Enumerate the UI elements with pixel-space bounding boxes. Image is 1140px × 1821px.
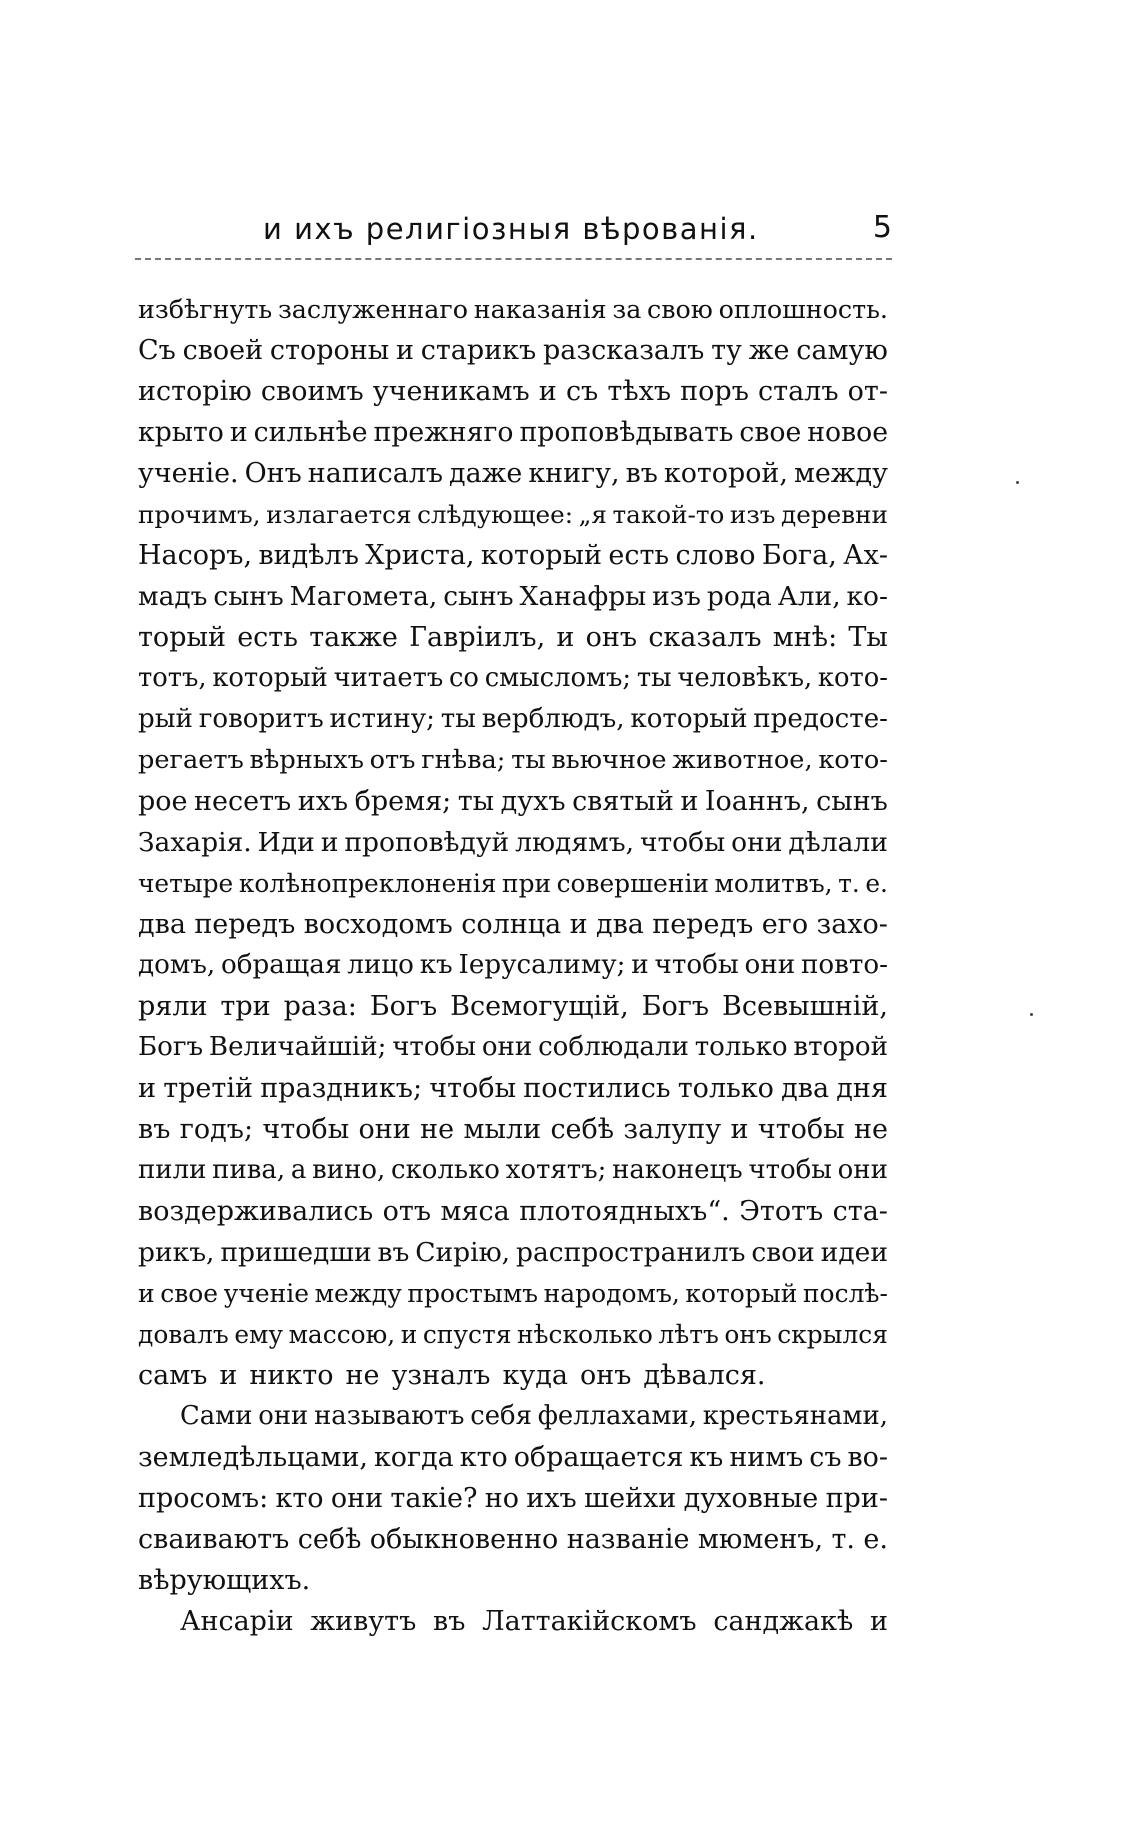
word: а xyxy=(290,1155,307,1185)
word: домъ, xyxy=(138,950,216,980)
word: от- xyxy=(847,376,888,407)
word: дня xyxy=(836,1073,888,1104)
word: они xyxy=(837,1155,888,1185)
word: т. xyxy=(838,869,860,898)
word: Сирію, xyxy=(415,1237,511,1268)
word: человѣкъ, xyxy=(677,663,813,693)
word: есть xyxy=(237,622,298,653)
text-line xyxy=(138,1560,888,1601)
word: и xyxy=(569,909,588,940)
word: кто xyxy=(275,1483,324,1514)
word: пришедши xyxy=(220,1237,372,1268)
word: они xyxy=(731,827,783,858)
word: третій xyxy=(163,1073,253,1104)
word: послѣ- xyxy=(802,1279,888,1308)
word: рый xyxy=(138,704,193,734)
word: который xyxy=(480,540,602,571)
word: только xyxy=(694,1032,788,1062)
word: кто xyxy=(459,1442,508,1473)
word: и xyxy=(869,1606,888,1637)
word: такой-то xyxy=(612,500,725,529)
text-line xyxy=(138,699,888,740)
word: который xyxy=(212,663,328,693)
word: названіе xyxy=(566,1524,690,1555)
word: новое xyxy=(807,417,888,448)
word: они xyxy=(481,1032,533,1062)
text-line xyxy=(138,822,888,863)
word: не xyxy=(345,1360,380,1391)
word: пили xyxy=(138,1155,207,1185)
text-line xyxy=(138,371,888,412)
word: пива, xyxy=(212,1155,286,1185)
word: за xyxy=(612,294,642,324)
word: дѣлали xyxy=(788,827,888,858)
word: нимъ xyxy=(729,1442,804,1473)
text-line xyxy=(138,1109,888,1150)
word: чтобы xyxy=(748,1155,832,1185)
word: поръ xyxy=(680,376,749,407)
word: залупу xyxy=(623,1114,722,1145)
word: узналъ xyxy=(391,1360,491,1391)
word: вѣрующихъ. xyxy=(138,1565,311,1596)
word: и xyxy=(631,950,649,980)
word: который xyxy=(685,1279,798,1308)
word: ту xyxy=(711,335,742,366)
word: колѣнопреклоненія xyxy=(238,869,497,898)
word: соблюдали xyxy=(538,1032,689,1062)
header-rule xyxy=(135,258,892,260)
word: сынъ xyxy=(213,581,284,612)
word: сказалъ xyxy=(648,622,762,653)
text-line xyxy=(138,740,888,781)
word: мюменъ, xyxy=(697,1524,824,1555)
word: санджакѣ xyxy=(713,1606,854,1637)
text-line xyxy=(138,289,888,330)
word: хотятъ; xyxy=(505,1155,607,1185)
word: самую xyxy=(796,335,888,366)
word: нѣсколько xyxy=(516,1320,653,1349)
word: даже xyxy=(449,458,523,489)
word: кото- xyxy=(817,663,888,693)
word: Ханафры xyxy=(519,581,647,612)
word: Съ xyxy=(138,335,176,366)
word: въ xyxy=(433,1606,466,1637)
word: вѣрныхъ xyxy=(249,745,364,775)
word: себя xyxy=(470,1401,532,1431)
word: вьючное xyxy=(551,745,667,775)
text-line xyxy=(138,1150,888,1191)
word: обращается xyxy=(513,1442,684,1473)
word: своимъ xyxy=(260,376,364,407)
word: мадъ xyxy=(138,581,208,612)
word: къ xyxy=(419,950,453,980)
word: которой, xyxy=(663,458,788,489)
word: въ xyxy=(377,1237,410,1268)
word: ста- xyxy=(832,1196,888,1227)
word: Христа, xyxy=(365,540,475,571)
word: онъ xyxy=(579,1360,632,1391)
word: два xyxy=(595,909,644,940)
word: Всевышній, xyxy=(722,991,888,1022)
word: четыре xyxy=(138,869,234,898)
word: такіе? xyxy=(390,1483,478,1514)
word: истину; xyxy=(329,704,435,734)
word: наконецъ xyxy=(612,1155,743,1185)
word: мыли xyxy=(463,1114,542,1145)
word: чтобы xyxy=(262,1114,350,1145)
word: Всемогущій, xyxy=(450,991,629,1022)
word: Іерусалиму; xyxy=(458,950,626,980)
word: избѣгнуть xyxy=(138,294,273,324)
word: тотъ, xyxy=(138,663,207,693)
word: никто xyxy=(249,1360,334,1391)
word: земледѣльцами, xyxy=(138,1442,368,1473)
word: ему xyxy=(234,1320,284,1349)
word: они xyxy=(358,1114,411,1145)
word: духъ xyxy=(500,786,566,817)
text-line xyxy=(138,986,888,1027)
word: читаетъ xyxy=(333,663,444,693)
word: они xyxy=(258,1401,309,1431)
word: передъ xyxy=(652,909,754,940)
word: т. xyxy=(831,1524,856,1555)
word: просомъ: xyxy=(138,1483,269,1514)
word: два xyxy=(781,1073,830,1104)
word: проповѣдуй xyxy=(344,827,510,858)
word: постились xyxy=(523,1073,671,1104)
word: предосте- xyxy=(753,704,888,734)
word: мнѣ: xyxy=(772,622,838,653)
word: три xyxy=(220,991,271,1022)
word: вино, xyxy=(312,1155,386,1185)
word: Ах- xyxy=(843,540,888,571)
word: при- xyxy=(825,1483,888,1514)
word: обыкновенно xyxy=(369,1524,559,1555)
page-header xyxy=(135,212,892,252)
text-line xyxy=(138,658,888,699)
word: рое xyxy=(138,786,188,817)
word: плотоядныхъ“. xyxy=(519,1196,730,1227)
word: сваиваютъ xyxy=(138,1524,290,1555)
print-speck xyxy=(1030,1013,1033,1016)
word: несетъ xyxy=(194,786,292,817)
word: спустя xyxy=(422,1320,512,1349)
word: смысломъ; xyxy=(484,663,632,693)
word: оплошность. xyxy=(718,294,888,324)
word: свое xyxy=(160,1279,219,1308)
word: захо- xyxy=(816,909,888,940)
text-line xyxy=(138,1273,888,1314)
word: со xyxy=(449,663,479,693)
word: и xyxy=(320,827,339,858)
word: воздерживались xyxy=(138,1196,374,1227)
word: ты xyxy=(440,704,476,734)
word: сколько xyxy=(391,1155,500,1185)
word: Иди xyxy=(257,827,315,858)
body-text xyxy=(138,289,888,1642)
word: шейхи xyxy=(583,1483,677,1514)
word: дѣвался. xyxy=(643,1360,766,1391)
word: ихъ xyxy=(297,786,349,817)
word: своей xyxy=(182,335,264,366)
word: видѣлъ xyxy=(258,540,359,571)
text-line xyxy=(138,1437,888,1478)
word: передъ xyxy=(194,909,296,940)
word: къ xyxy=(689,1442,724,1473)
word: и xyxy=(556,622,575,653)
word: ученіе xyxy=(223,1279,310,1308)
word: изъ xyxy=(729,500,776,529)
word: Латтакійскомъ xyxy=(482,1606,697,1637)
word: книгу, xyxy=(528,458,620,489)
text-line xyxy=(138,535,888,576)
word: съ xyxy=(809,1442,842,1473)
word: свое xyxy=(739,417,802,448)
text-line xyxy=(138,617,888,658)
text-line xyxy=(138,1232,888,1273)
word: идеи xyxy=(820,1237,888,1268)
word: Онъ xyxy=(244,458,302,489)
text-line xyxy=(138,1068,888,1109)
word: Захарія. xyxy=(138,827,252,858)
text-line xyxy=(138,576,888,617)
text-line xyxy=(138,330,888,371)
text-line xyxy=(138,1314,888,1355)
word: отъ xyxy=(382,1196,432,1227)
text-line xyxy=(138,1478,888,1519)
word: при xyxy=(502,869,552,898)
word: гнѣва; xyxy=(421,745,506,775)
word: и xyxy=(680,786,699,817)
word: лицо xyxy=(347,950,414,980)
word: они xyxy=(744,950,796,980)
word: свои xyxy=(751,1237,815,1268)
word: между xyxy=(793,458,888,489)
text-line xyxy=(138,1396,888,1437)
word: самъ xyxy=(138,1360,208,1391)
word: отъ xyxy=(369,745,416,775)
word: тѣхъ xyxy=(607,376,672,407)
word: рикъ, xyxy=(138,1237,215,1268)
word: второй xyxy=(793,1032,888,1062)
word: ко- xyxy=(846,581,888,612)
word: только xyxy=(677,1073,774,1104)
word: Этотъ xyxy=(739,1196,824,1227)
word: изъ xyxy=(652,581,701,612)
word: Сами xyxy=(180,1401,253,1431)
word: торый xyxy=(138,622,226,653)
word: живутъ xyxy=(310,1606,417,1637)
word: называютъ xyxy=(314,1401,465,1431)
word: сильнѣе xyxy=(253,417,368,448)
word: себѣ xyxy=(550,1114,615,1145)
word: праздникъ; xyxy=(260,1073,423,1104)
word: народомъ, xyxy=(543,1279,680,1308)
word: Насоръ, xyxy=(138,540,253,571)
text-line xyxy=(138,494,888,535)
word: Іоаннъ, xyxy=(704,786,810,817)
word: свою xyxy=(647,294,713,324)
word: феллахами, xyxy=(537,1401,697,1431)
text-line xyxy=(138,945,888,986)
word: и xyxy=(229,417,248,448)
word: во- xyxy=(847,1442,888,1473)
word: въ xyxy=(625,458,658,489)
word: чтобы xyxy=(429,1073,517,1104)
word: слѣдующее: xyxy=(417,500,574,529)
word: ты xyxy=(457,786,495,817)
word: ряли xyxy=(138,991,208,1022)
word: е. xyxy=(863,1524,888,1555)
running-title: и ихъ религіозныя вѣрованія. xyxy=(263,212,759,246)
word: и xyxy=(730,1114,749,1145)
word: прочимъ, xyxy=(138,500,261,529)
word: когда xyxy=(373,1442,454,1473)
word: ты xyxy=(636,663,672,693)
word: кото- xyxy=(818,745,888,775)
word: и xyxy=(400,1320,418,1349)
text-line xyxy=(138,1191,888,1232)
word: прежняго xyxy=(373,417,514,448)
word: молитвъ, xyxy=(714,869,833,898)
word: также xyxy=(309,622,398,653)
word: заслуженнаго xyxy=(277,294,468,324)
word: чтобы xyxy=(392,1032,477,1062)
word: бремя; xyxy=(354,786,452,817)
word: написалъ xyxy=(307,458,443,489)
word: верблюдъ, xyxy=(481,704,625,734)
word: но xyxy=(484,1483,519,1514)
word: чтобы xyxy=(757,1114,845,1145)
word: Величайшій; xyxy=(208,1032,387,1062)
word: деревни xyxy=(781,500,888,529)
word: онъ xyxy=(724,1320,772,1349)
word: говоритъ xyxy=(198,704,324,734)
word: сынъ xyxy=(816,786,888,817)
word: наказанія xyxy=(473,294,607,324)
word: Богъ xyxy=(369,991,438,1022)
word: солнца xyxy=(461,909,562,940)
word: и xyxy=(138,1073,156,1104)
word: годъ; xyxy=(179,1114,254,1145)
word: Али, xyxy=(777,581,841,612)
word: и xyxy=(396,335,414,366)
word: же xyxy=(748,335,790,366)
word: людямъ, xyxy=(515,827,634,858)
word: излагается xyxy=(266,500,412,529)
word: и xyxy=(138,1279,155,1308)
word: Богъ xyxy=(641,991,710,1022)
word: Ансаріи xyxy=(180,1606,294,1637)
word: простымъ xyxy=(407,1279,539,1308)
word: сынъ xyxy=(443,581,514,612)
word: исторію xyxy=(138,376,252,407)
word: который xyxy=(630,704,748,734)
text-line xyxy=(138,904,888,945)
word: ученикамъ xyxy=(372,376,530,407)
word: съ xyxy=(565,376,599,407)
word: Богъ xyxy=(138,1032,204,1062)
word: лѣтъ xyxy=(658,1320,719,1349)
text-line xyxy=(138,1601,888,1642)
word: проповѣдывать xyxy=(519,417,734,448)
text-line xyxy=(138,453,888,494)
word: и xyxy=(538,376,557,407)
word: и xyxy=(219,1360,238,1391)
word: раза: xyxy=(283,991,357,1022)
word: довалъ xyxy=(138,1320,229,1349)
word: ты xyxy=(511,745,546,775)
word: слово xyxy=(675,540,756,571)
text-line xyxy=(138,863,888,904)
word: распространилъ xyxy=(516,1237,746,1268)
text-line xyxy=(138,1027,888,1068)
text-line xyxy=(138,412,888,453)
word: массою, xyxy=(288,1320,396,1349)
word: между xyxy=(314,1279,402,1308)
word: Магомета, xyxy=(289,581,438,612)
word: чтобы xyxy=(654,950,739,980)
word: „я xyxy=(578,500,607,529)
text-line xyxy=(138,1519,888,1560)
word: чтобы xyxy=(639,827,726,858)
word: мяса xyxy=(440,1196,510,1227)
word: не xyxy=(854,1114,888,1145)
word: Гавріилъ, xyxy=(409,622,546,653)
word: разсказалъ xyxy=(543,335,705,366)
text-line xyxy=(138,781,888,822)
word: они xyxy=(330,1483,384,1514)
word: не xyxy=(420,1114,455,1145)
word: совершеніи xyxy=(556,869,709,898)
word: въ xyxy=(138,1114,171,1145)
word: святый xyxy=(572,786,674,817)
print-speck xyxy=(1016,481,1019,484)
word: себѣ xyxy=(297,1524,362,1555)
word: его xyxy=(761,909,809,940)
word: восходомъ xyxy=(303,909,453,940)
page-number: 5 xyxy=(872,210,892,245)
word: духовные xyxy=(683,1483,819,1514)
word: стороны xyxy=(269,335,390,366)
word: два xyxy=(138,909,186,940)
word: животное, xyxy=(672,745,813,775)
word: куда xyxy=(502,1360,568,1391)
word: есть xyxy=(608,540,670,571)
word: повто- xyxy=(800,950,888,980)
word: крестьянами, xyxy=(702,1401,888,1431)
word: Ты xyxy=(848,622,888,653)
word: сталъ xyxy=(758,376,839,407)
text-line xyxy=(138,1355,888,1396)
word: ихъ xyxy=(526,1483,577,1514)
word: ученіе. xyxy=(138,458,239,489)
word: обращая xyxy=(221,950,342,980)
word: онъ xyxy=(585,622,638,653)
word: старикъ xyxy=(420,335,537,366)
word: крыто xyxy=(138,417,224,448)
word: скрылся xyxy=(777,1320,888,1349)
word: е. xyxy=(865,869,888,898)
word: Бога, xyxy=(761,540,837,571)
word: рода xyxy=(706,581,772,612)
word: регаетъ xyxy=(138,745,244,775)
